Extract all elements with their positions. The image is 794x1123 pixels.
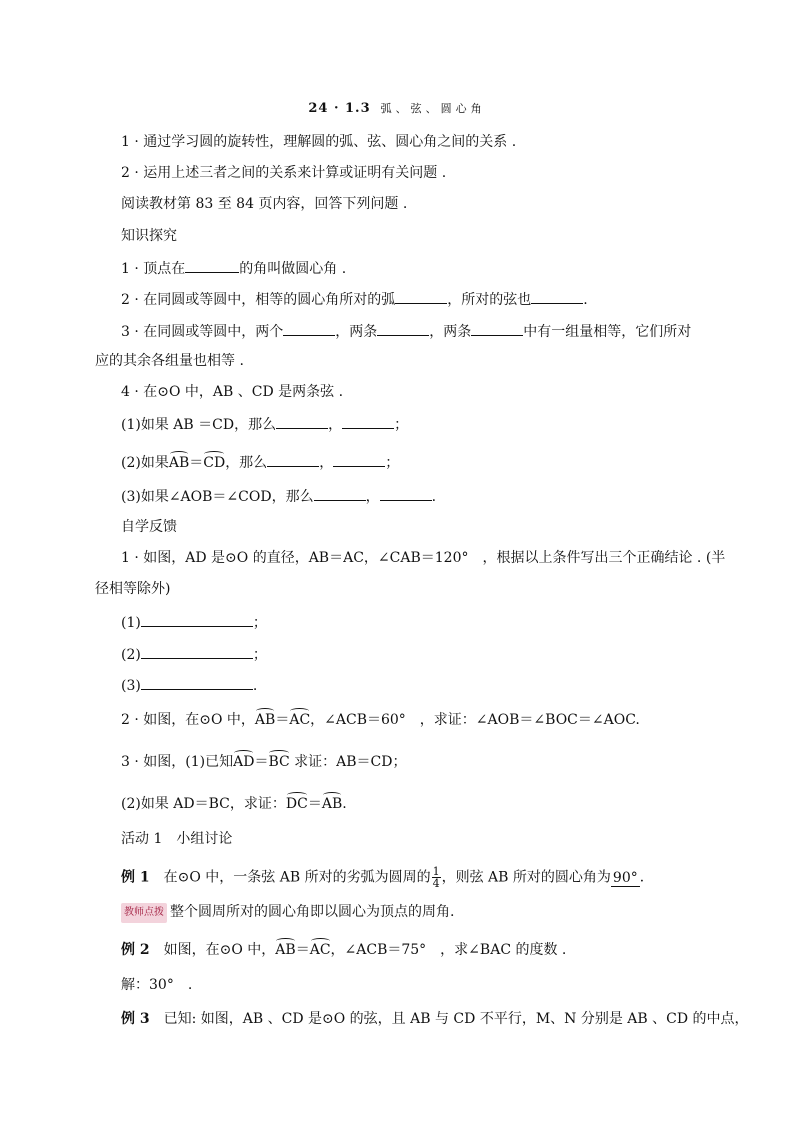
knowledge-q4-part2 — [121, 452, 399, 472]
fraction-numerator: 1 — [432, 865, 440, 878]
q1-text-b: 的角叫做圆心角 . — [239, 261, 347, 277]
q2-text-b: ，所对的弦也 — [447, 292, 532, 308]
q3-text-d: 中有一组量相等，它们所对 — [523, 324, 692, 340]
period: . — [252, 678, 258, 694]
comma: ， — [328, 417, 343, 433]
answer-blank[interactable] — [185, 258, 239, 273]
arc-cd: CD — [203, 455, 226, 471]
arc-ab: AB — [321, 796, 343, 812]
ex2-text-b: ，∠ACB＝75° ，求∠BAC 的度数 . — [330, 942, 567, 958]
knowledge-q4: 4 · 在⊙O 中，AB 、CD 是两条弦 . — [121, 384, 344, 400]
q3-text-a: 3 · 如图，(1)已知 — [121, 754, 234, 770]
q3-text-c: ，两条 — [429, 324, 472, 340]
arc-bc: BC — [268, 754, 290, 770]
q2-text-c: . — [583, 292, 588, 308]
answer-blank[interactable] — [267, 452, 319, 467]
equals: ＝ — [307, 796, 322, 812]
feedback-q1-item3 — [121, 675, 257, 695]
teacher-tip-badge: 教师点拨 — [121, 903, 167, 923]
arc-ad: AD — [233, 754, 255, 770]
q3-text-c: (2)如果 AD＝BC，求证： — [121, 796, 286, 812]
knowledge-q1 — [121, 258, 346, 278]
self-feedback-heading: 自学反馈 — [121, 519, 177, 535]
example-2-solution: 解：30° . — [121, 977, 193, 993]
answer-blank[interactable] — [342, 414, 394, 429]
answer-blank[interactable] — [141, 644, 253, 659]
knowledge-q4-part3 — [121, 486, 436, 506]
example-label: 例 1 — [121, 869, 150, 886]
feedback-q3-part2 — [121, 795, 347, 813]
answer-blank[interactable] — [141, 612, 253, 627]
ex3-text-a: 已知: 如图，AB 、CD 是⊙O 的弦，且 AB 与 CD 不平行，M、N 分别是 AB 、CD 的中点， — [149, 1011, 749, 1027]
q4-2-text-a: (2)如果 — [121, 455, 169, 471]
answer-blank[interactable] — [471, 321, 523, 336]
feedback-q2 — [121, 711, 640, 729]
knowledge-q2 — [121, 289, 588, 309]
arc-ac: AC — [289, 712, 311, 728]
answer-blank[interactable] — [395, 289, 447, 304]
semicolon: ； — [252, 647, 267, 663]
answer-blank[interactable] — [333, 452, 385, 467]
q4-2-text-b: ，那么 — [225, 455, 268, 471]
item-label: (2) — [121, 647, 141, 663]
knowledge-q3-continued: 应的其余各组量也相等 . — [95, 353, 244, 369]
q3-text-b: ，两条 — [335, 324, 378, 340]
equals: ＝ — [189, 455, 204, 471]
arc-ab: AB — [254, 712, 276, 728]
equals: ＝ — [295, 942, 310, 958]
feedback-q1-continued: 径相等除外) — [95, 581, 171, 597]
equals: ＝ — [275, 712, 290, 728]
ex1-text-b: ，则弦 AB 所对的圆心角为 — [441, 869, 611, 886]
ex1-text-a: 在⊙O 中，一条弦 AB 所对的劣弧为圆周的 — [149, 869, 431, 886]
semicolon: ； — [394, 417, 409, 433]
section-number: 24 · 1.3 — [308, 101, 371, 116]
teacher-tip — [121, 903, 454, 923]
feedback-q1: 1 · 如图，AD 是⊙O 的直径，AB＝AC，∠CAB＝120° ，根据以上条件写出三个正确结论 . (半 — [121, 550, 726, 566]
page-title — [0, 100, 794, 118]
ex1-text-c: ． — [639, 869, 654, 886]
q3-text-d: . — [342, 796, 347, 812]
fraction-one-quarter — [432, 866, 441, 889]
q3-text-a: 3 · 在同圆或等圆中，两个 — [121, 324, 284, 340]
arc-dc: DC — [285, 796, 308, 812]
q2-text-a: 2 · 如图，在⊙O 中， — [121, 712, 255, 728]
answer-blank[interactable] — [380, 486, 432, 501]
example-label: 例 3 — [121, 1011, 150, 1027]
example-3 — [121, 1010, 749, 1028]
comma: ， — [365, 489, 380, 505]
feedback-q1-item2 — [121, 644, 267, 664]
ex1-answer: 90° — [612, 869, 638, 886]
section-topic: 弧、弦、圆心角 — [380, 102, 486, 115]
item-label: (3) — [121, 678, 141, 694]
answer-blank[interactable] — [276, 414, 328, 429]
example-1 — [121, 866, 654, 889]
answer-blank[interactable] — [531, 289, 583, 304]
activity-heading: 活动 1 小组讨论 — [121, 831, 233, 847]
example-label: 例 2 — [121, 942, 150, 958]
teacher-tip-text: 整个圆周所对的圆心角即以圆心为顶点的周角. — [170, 904, 455, 920]
knowledge-heading: 知识探究 — [121, 228, 177, 244]
arc-ac: AC — [309, 942, 331, 958]
reading-instruction: 阅读教材第 83 至 84 页内容，回答下列问题 . — [121, 196, 408, 212]
comma: ， — [319, 455, 334, 471]
objective-1: 1 · 通过学习圆的旋转性，理解圆的弧、弦、圆心角之间的关系 . — [121, 134, 517, 150]
knowledge-q3 — [121, 321, 691, 341]
q2-text-b: ，∠ACB＝60° ，求证：∠AOB＝∠BOC＝∠AOC. — [310, 712, 640, 728]
semicolon: ； — [252, 615, 267, 631]
ex2-text-a: 如图，在⊙O 中， — [149, 942, 276, 958]
period: . — [431, 489, 437, 505]
fraction-denominator: 4 — [432, 877, 440, 890]
example-2 — [121, 941, 566, 959]
objective-2: 2 · 运用上述三者之间的关系来计算或证明有关问题 . — [121, 165, 447, 181]
knowledge-q4-part1 — [121, 414, 408, 434]
q3-text-b: 求证：AB＝CD； — [289, 754, 407, 770]
arc-ab: AB — [168, 455, 190, 471]
q4-1-text: (1)如果 AB ＝CD，那么 — [121, 417, 277, 433]
feedback-q1-item1 — [121, 612, 267, 632]
q2-text-a: 2 · 在同圆或等圆中，相等的圆心角所对的弧 — [121, 292, 396, 308]
q4-3-text: (3)如果∠AOB＝∠COD，那么 — [121, 489, 314, 505]
answer-blank[interactable] — [377, 321, 429, 336]
answer-blank[interactable] — [283, 321, 335, 336]
feedback-q3 — [121, 753, 407, 771]
q1-text-a: 1 · 顶点在 — [121, 261, 186, 277]
equals: ＝ — [254, 754, 269, 770]
item-label: (1) — [121, 615, 141, 631]
answer-blank[interactable] — [314, 486, 366, 501]
semicolon: ； — [385, 455, 400, 471]
arc-ab: AB — [275, 942, 296, 958]
answer-blank[interactable] — [141, 675, 253, 690]
